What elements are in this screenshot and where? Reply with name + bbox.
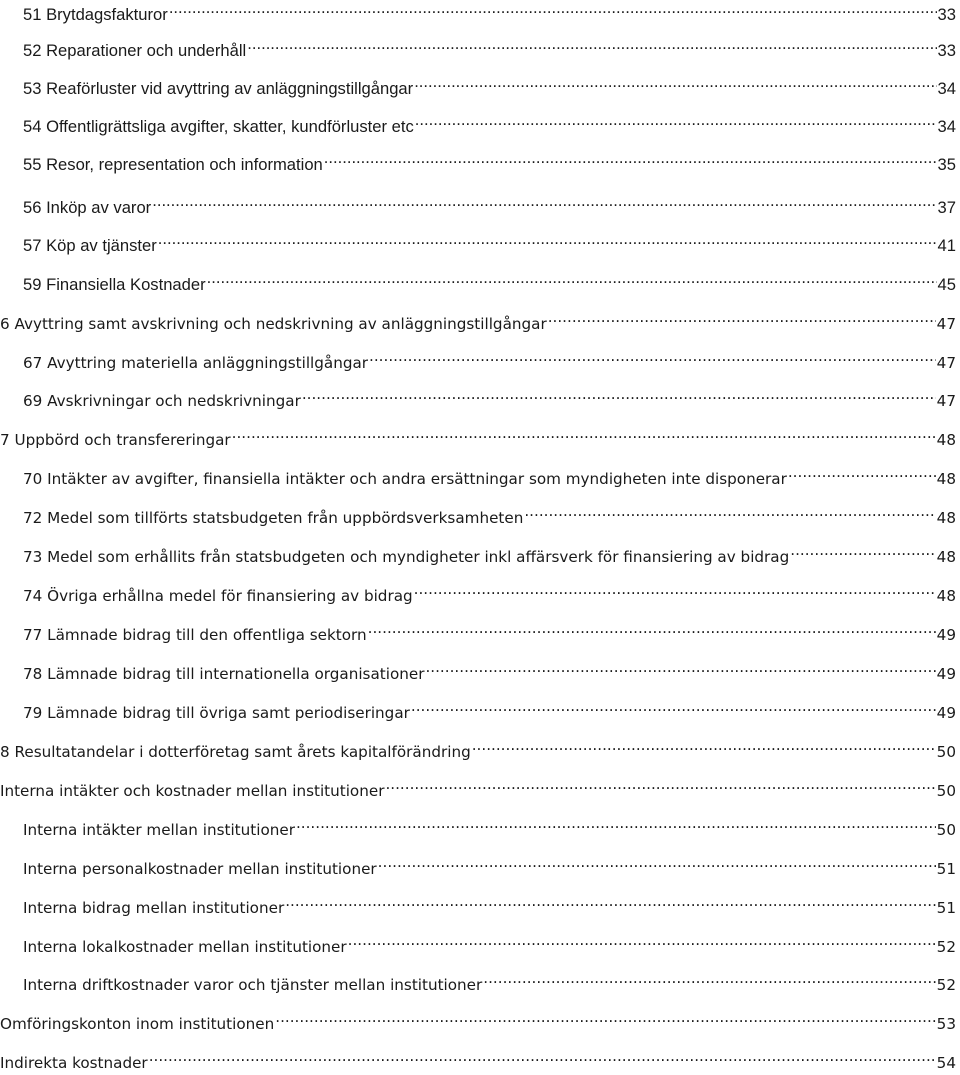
toc-dot-leader — [411, 701, 936, 718]
toc-entry-title: 6 Avyttring samt avskrivning och nedskrivning av anläggningstillgångar — [0, 315, 547, 333]
toc-page-number: 48 — [936, 548, 956, 566]
toc-page-number: 48 — [936, 587, 956, 605]
toc-entry-title: Interna lokalkostnader mellan institutioner — [23, 938, 347, 956]
toc-page-number: 52 — [936, 938, 956, 956]
toc-entry[interactable] — [0, 389, 956, 413]
toc-dot-leader — [472, 740, 936, 757]
toc-dot-leader — [414, 584, 936, 601]
toc-page-number: 47 — [936, 315, 956, 333]
toc-entry-title: 79 Lämnade bidrag till övriga samt periodiseringar — [23, 704, 410, 722]
toc-entry-title: 56 Inköp av varor — [23, 198, 152, 218]
toc-entry[interactable] — [0, 152, 956, 176]
toc-entry-title: 78 Lämnade bidrag till internationella organisationer — [23, 665, 425, 683]
toc-dot-leader — [247, 38, 936, 56]
toc-dot-leader — [152, 195, 936, 213]
toc-page-number: 49 — [936, 626, 956, 644]
toc-entry[interactable] — [0, 935, 956, 959]
toc-entry[interactable] — [0, 623, 956, 647]
toc-entry-title: Interna bidrag mellan institutioner — [23, 899, 285, 917]
toc-entry[interactable] — [0, 233, 956, 257]
toc-entry-title: 73 Medel som erhållits från statsbudgeten och myndigheter inkl affärsverk för finansiering av bidrag — [23, 548, 790, 566]
toc-entry[interactable] — [0, 2, 956, 26]
toc-page-number: 41 — [937, 236, 956, 256]
toc-page-number: 48 — [936, 431, 956, 449]
toc-entry-title: 74 Övriga erhållna medel för finansiering av bidrag — [23, 587, 413, 605]
toc-entry[interactable] — [0, 195, 956, 219]
toc-page-number: 53 — [936, 1015, 956, 1033]
toc-entry[interactable] — [0, 779, 956, 803]
toc-page-number: 33 — [937, 41, 956, 61]
toc-dot-leader — [425, 662, 935, 679]
toc-page-number: 49 — [936, 704, 956, 722]
toc-entry-title: Interna intäkter mellan institutioner — [23, 821, 295, 839]
toc-entry-title: 67 Avyttring materiella anläggningstillgångar — [23, 354, 369, 372]
toc-page-number: 45 — [937, 275, 956, 295]
toc-entry[interactable] — [0, 76, 956, 100]
toc-dot-leader — [232, 428, 936, 445]
toc-entry[interactable] — [0, 1012, 956, 1036]
toc-entry-title: 8 Resultatandelar i dotterföretag samt årets kapitalförändring — [0, 743, 471, 761]
toc-entry-title: 57 Köp av tjänster — [23, 236, 157, 256]
toc-dot-leader — [378, 857, 936, 874]
toc-dot-leader — [385, 779, 935, 796]
toc-dot-leader — [324, 152, 937, 170]
toc-page-number: 35 — [937, 155, 956, 175]
toc-dot-leader — [414, 76, 936, 94]
toc-dot-leader — [524, 506, 935, 523]
toc-dot-leader — [788, 467, 936, 484]
toc-entry-title: 55 Resor, representation och information — [23, 155, 323, 175]
toc-entry-title: 53 Reaförluster vid avyttring av anläggningstillgångar — [23, 79, 414, 99]
toc-page-number: 51 — [936, 899, 956, 917]
toc-dot-leader — [302, 389, 936, 406]
toc-page-number: 48 — [936, 509, 956, 527]
toc-entry-title: Interna personalkostnader mellan institutioner — [23, 860, 377, 878]
toc-entry-title: 51 Brytdagsfakturor — [23, 5, 168, 25]
toc-entry-title: 70 Intäkter av avgifter, finansiella intäkter och andra ersättningar som myndigheten inte disponerar — [23, 470, 787, 488]
toc-entry-title: Indirekta kostnader — [0, 1054, 148, 1072]
toc-page-number: 34 — [937, 117, 956, 137]
toc-entry[interactable] — [0, 973, 956, 997]
toc-entry-title: Interna intäkter och kostnader mellan institutioner — [0, 782, 385, 800]
toc-entry[interactable] — [0, 467, 956, 491]
toc-page-number: 54 — [936, 1054, 956, 1072]
toc-page-number: 51 — [936, 860, 956, 878]
toc-dot-leader — [296, 818, 936, 835]
toc-dot-leader — [275, 1012, 935, 1029]
toc-page-number: 33 — [937, 5, 956, 25]
toc-page-number: 49 — [936, 665, 956, 683]
toc-entry[interactable] — [0, 896, 956, 920]
toc-page-number: 50 — [936, 743, 956, 761]
toc-page-number: 50 — [936, 782, 956, 800]
toc-entry[interactable] — [0, 506, 956, 530]
toc-dot-leader — [369, 351, 936, 368]
toc-entry[interactable] — [0, 818, 956, 842]
toc-entry[interactable] — [0, 857, 956, 881]
toc-page-number: 50 — [936, 821, 956, 839]
toc-page-number: 52 — [936, 976, 956, 994]
toc-dot-leader — [368, 623, 936, 640]
toc-entry-title: 59 Finansiella Kostnader — [23, 275, 206, 295]
toc-dot-leader — [548, 312, 936, 329]
toc-entry[interactable] — [0, 38, 956, 62]
toc-entry[interactable] — [0, 428, 956, 452]
toc-entry-title: Interna driftkostnader varor och tjänster mellan institutioner — [23, 976, 483, 994]
toc-entry[interactable] — [0, 312, 956, 336]
toc-entry-title: 77 Lämnade bidrag till den offentliga sektorn — [23, 626, 367, 644]
toc-page-number: 34 — [937, 79, 956, 99]
toc-dot-leader — [415, 114, 937, 132]
toc-entry[interactable] — [0, 114, 956, 138]
toc-entry[interactable] — [0, 1051, 956, 1075]
toc-entry[interactable] — [0, 701, 956, 725]
toc-entry-title: 54 Offentligrättsliga avgifter, skatter, kundförluster etc — [23, 117, 414, 137]
toc-entry-title: 72 Medel som tillförts statsbudgeten från uppbördsverksamheten — [23, 509, 524, 527]
toc-dot-leader — [169, 2, 937, 20]
toc-entry[interactable] — [0, 351, 956, 375]
toc-page-number: 47 — [936, 392, 956, 410]
toc-entry-title: 7 Uppbörd och transfereringar — [0, 431, 231, 449]
toc-page-number: 37 — [937, 198, 956, 218]
toc-entry[interactable] — [0, 662, 956, 686]
toc-dot-leader — [285, 896, 935, 913]
toc-dot-leader — [149, 1051, 936, 1068]
toc-dot-leader — [158, 233, 937, 251]
toc-entry-title: 69 Avskrivningar och nedskrivningar — [23, 392, 301, 410]
toc-page-number: 47 — [936, 354, 956, 372]
toc-entry[interactable] — [0, 584, 956, 608]
toc-page-number: 48 — [936, 470, 956, 488]
toc-dot-leader — [483, 973, 935, 990]
toc-dot-leader — [207, 272, 937, 290]
toc-entry-title: Omföringskonton inom institutionen — [0, 1015, 275, 1033]
toc-entry[interactable] — [0, 740, 956, 764]
toc-entry-title: 52 Reparationer och underhåll — [23, 41, 247, 61]
toc-entry[interactable] — [0, 272, 956, 296]
toc-dot-leader — [790, 545, 935, 562]
toc-dot-leader — [348, 935, 936, 952]
toc-entry[interactable] — [0, 545, 956, 569]
